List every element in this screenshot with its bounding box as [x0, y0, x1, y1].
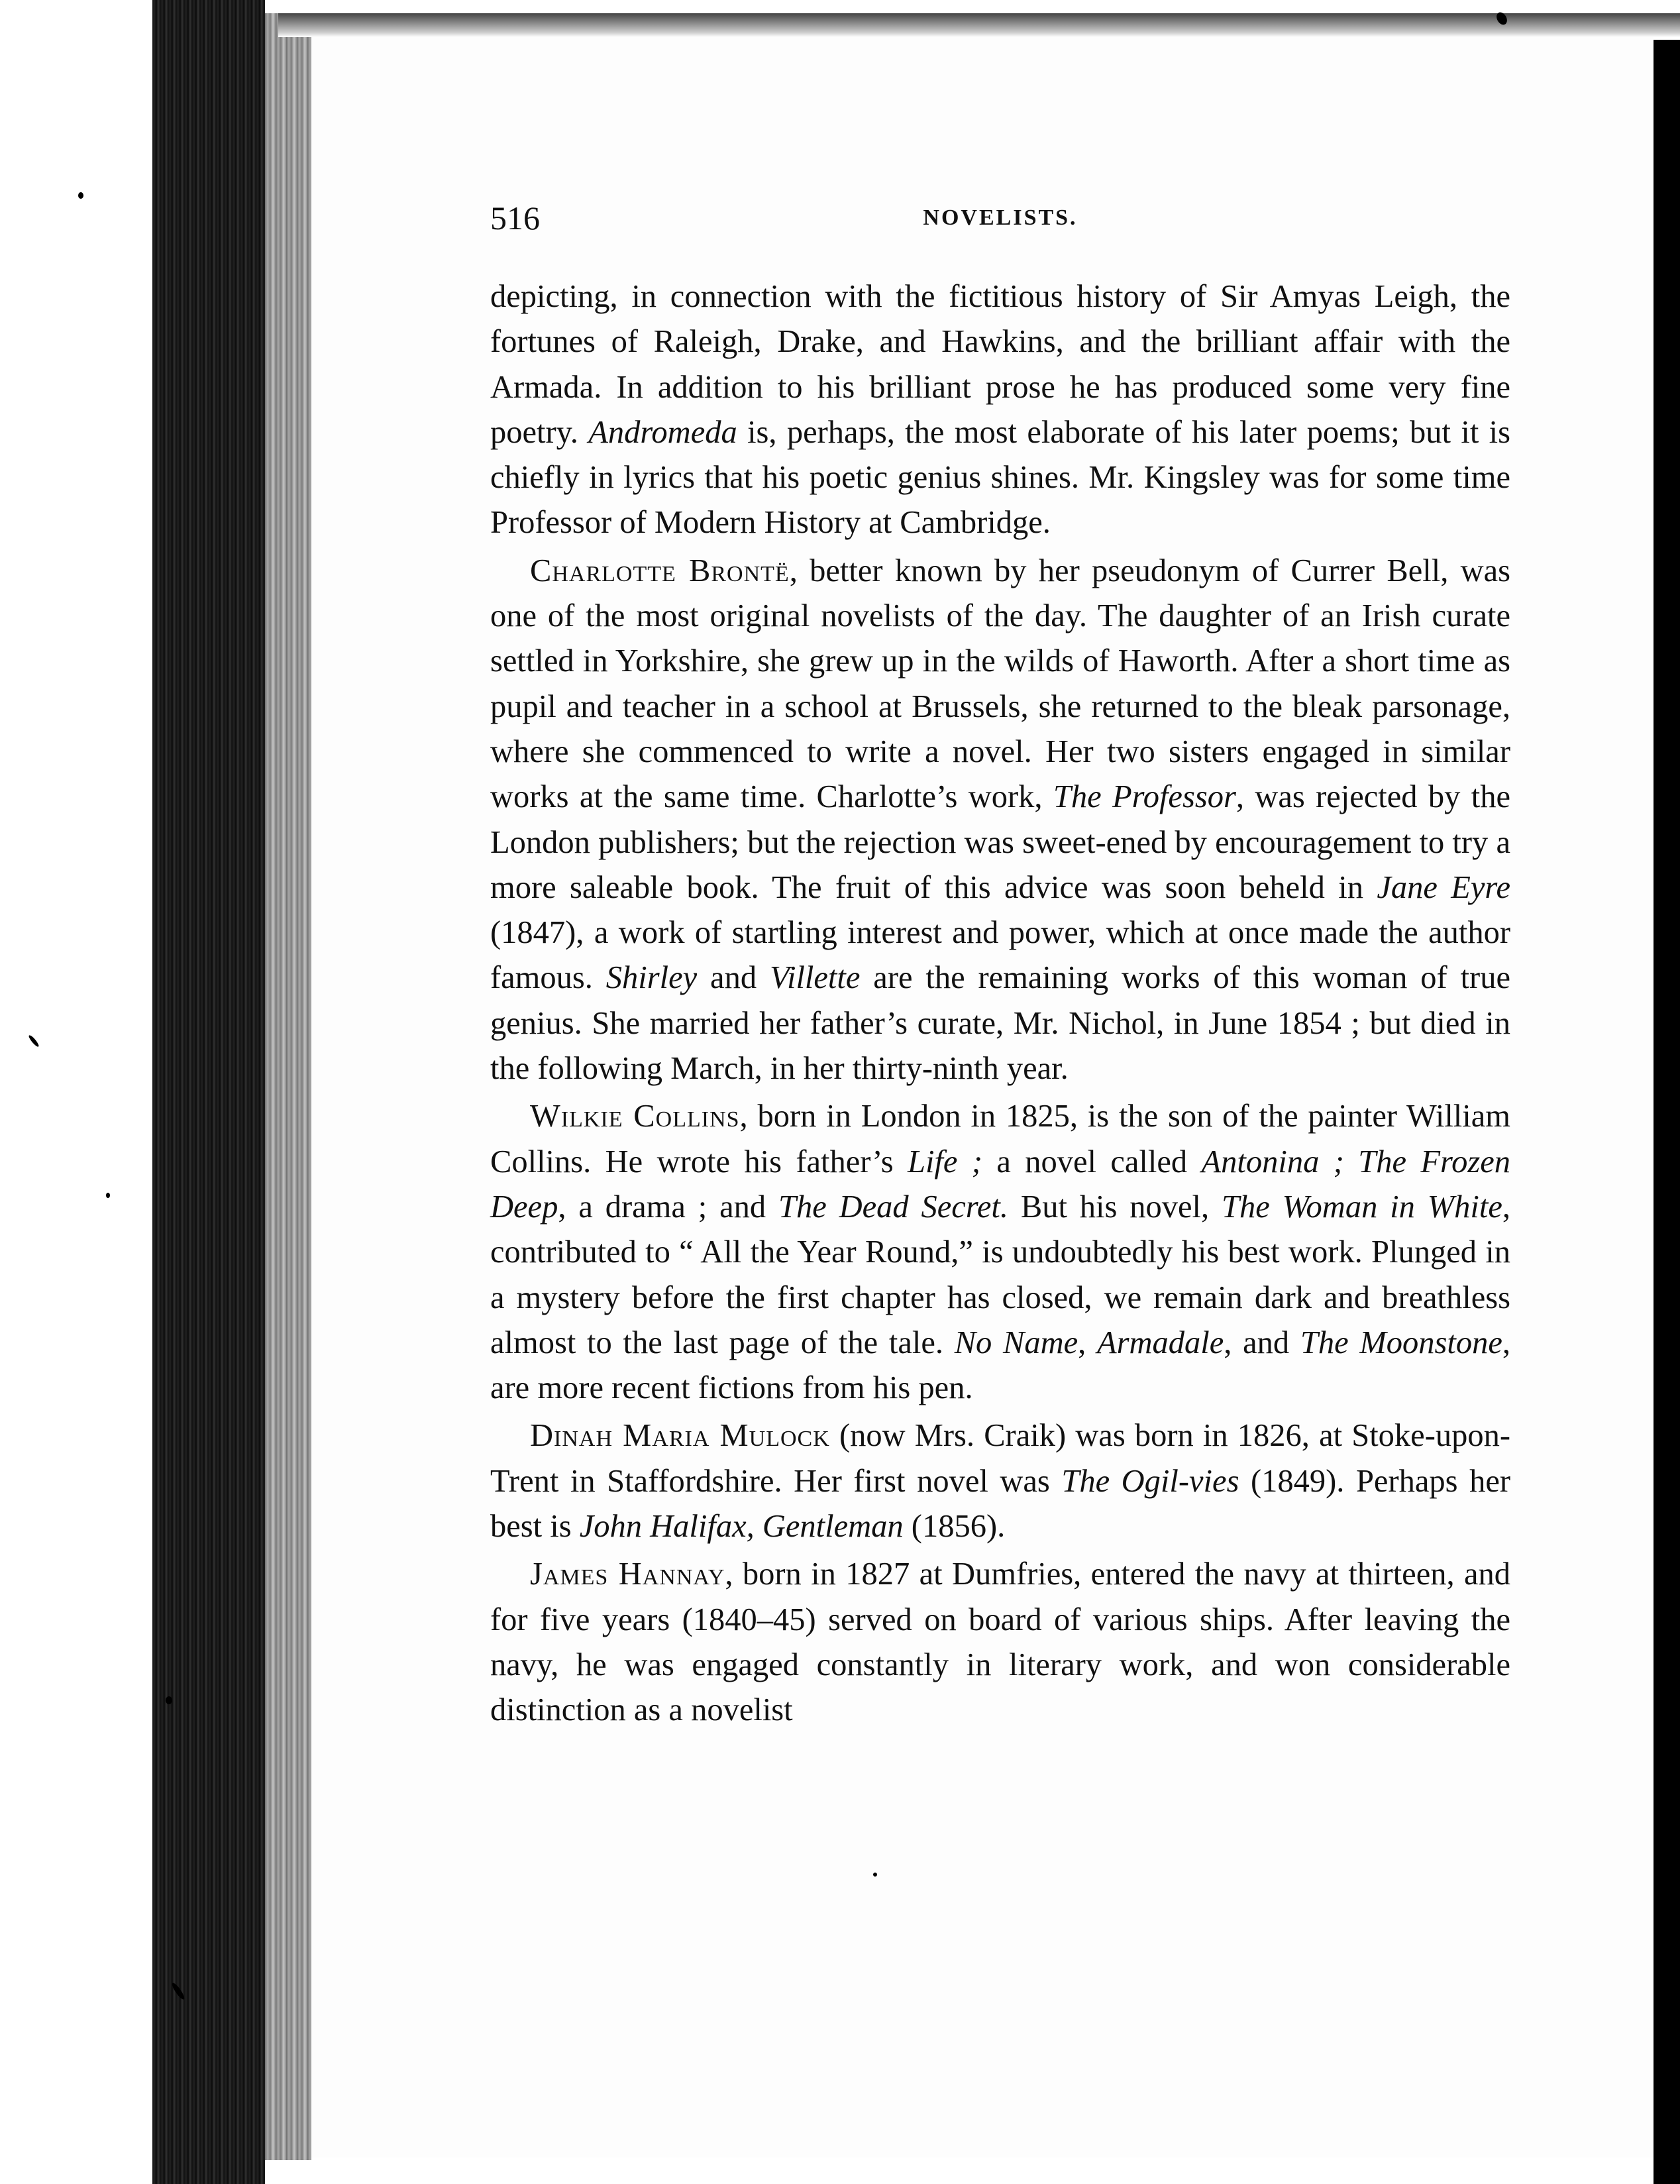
text-run: and: [697, 960, 770, 996]
italic-title: Villette: [769, 960, 861, 996]
text-run: are the remaining works of this woman of true genius. She married her father’s curate, Mr. Nichol, in June 1854 ; but died in the following March, in her thirty-ninth year.: [490, 960, 1510, 1087]
text-run: ,: [1078, 1325, 1098, 1360]
page-header: [490, 199, 1510, 252]
italic-title: The Professor: [1053, 779, 1236, 815]
top-page-edge: [278, 13, 1680, 37]
text-run: (now Mrs. Craik) was born in 1826, at Stoke-upon-Trent in Staffordshire. Her first novel was: [490, 1418, 1510, 1499]
scan-speck: [166, 1696, 172, 1704]
author-name: James Hannay: [530, 1556, 725, 1592]
text-run: , better known by her pseudonym of Currer Bell, was one of the most original novelists of the day. The daughter of an Irish curate settled in Yorkshire, she grew up in the wilds of Haworth. After a short time as pupil and teacher in a school at Brussels, she returned to the bleak parsonage, where she commenced to write a novel. Her two sisters engaged in similar works at the same time. Charlotte’s work,: [490, 553, 1511, 815]
italic-title: The Dead Secret.: [778, 1189, 1008, 1225]
text-run: (1856).: [903, 1509, 1006, 1545]
scan-speck: [28, 1034, 40, 1048]
page-edge-stack: [265, 13, 311, 2160]
text-run: , are more recent fictions from his pen.: [490, 1325, 1511, 1406]
paragraph-dinah-mulock: [490, 1413, 1510, 1549]
italic-title: The Moonstone: [1300, 1325, 1502, 1360]
author-name: Charlotte Brontë: [530, 553, 790, 588]
italic-title: Andromeda: [588, 414, 737, 450]
italic-title: The Woman in White: [1221, 1189, 1502, 1225]
text-run: , born in London in 1825, is the son of the painter William Collins. He wrote his father’s: [490, 1099, 1510, 1179]
paragraph-wilkie-collins: [490, 1094, 1510, 1411]
text-run: , contributed to “ All the Year Round,” is undoubtedly his best work. Plunged in a mystery before the first chapter has closed, we remain dark and breathless almost to the last page of the tale.: [490, 1189, 1511, 1360]
right-page-edge: [1654, 40, 1680, 2184]
paragraph-james-hannay: [490, 1552, 1510, 1733]
author-name: Dinah Maria Mulock: [530, 1418, 830, 1454]
italic-title: Life ;: [907, 1144, 982, 1179]
text-run: is, perhaps, the most elaborate of his later poems; but it is chiefly in lyrics that his poetic genius shines. Mr. Kingsley was for some time Professor of Modern History at Cambridge.: [490, 414, 1510, 541]
italic-title: Armadale: [1097, 1325, 1224, 1360]
author-name: Wilkie Collins: [530, 1099, 740, 1134]
italic-title: John Halifax, Gentleman: [579, 1509, 904, 1545]
scan-speck: [873, 1873, 877, 1877]
italic-title: No Name: [954, 1325, 1078, 1360]
italic-title: Antonina ; The Frozen Deep: [490, 1144, 1510, 1225]
italic-title: The Ogil-vies: [1061, 1463, 1239, 1499]
body-text: [490, 274, 1510, 1736]
text-run: depicting, in connection with the fictitious history of Sir Amyas Leigh, the fortunes of Raleigh, Drake, and Hawkins, and the brilliant affair with the Armada. In addition to his brilliant prose he has produced some very fine poetry.: [490, 279, 1510, 450]
italic-title: Shirley: [605, 960, 698, 996]
scan-speck: [106, 1193, 110, 1198]
text-run: , a drama ; and: [558, 1189, 778, 1225]
book-binding-edge: [152, 0, 265, 2184]
text-run: (1849). Perhaps her best is: [490, 1463, 1510, 1545]
scan-speck: [78, 192, 83, 199]
italic-title: Jane Eyre: [1377, 869, 1510, 905]
text-run: a novel called: [982, 1144, 1202, 1179]
text-run: , born in 1827 at Dumfries, entered the navy at thirteen, and for five years (1840–45) served on board of various ships. After leaving the navy, he was engaged constantly in literary work, and won considerable distinction as a novelist: [490, 1556, 1510, 1728]
text-run: , was rejected by the London publishers; but the rejection was sweet-ened by encouragement to try a more saleable book. The fruit of this advice was soon beheld in: [490, 779, 1510, 905]
text-run: (1847), a work of startling interest and power, which at once made the author famous.: [490, 915, 1510, 996]
text-run: But his novel,: [1008, 1189, 1222, 1225]
running-title: NOVELISTS.: [923, 205, 1078, 230]
paragraph-kingsley-continued: [490, 274, 1510, 546]
paragraph-charlotte-bronte: [490, 549, 1510, 1092]
page-number: 516: [490, 199, 540, 237]
text-run: , and: [1224, 1325, 1300, 1360]
